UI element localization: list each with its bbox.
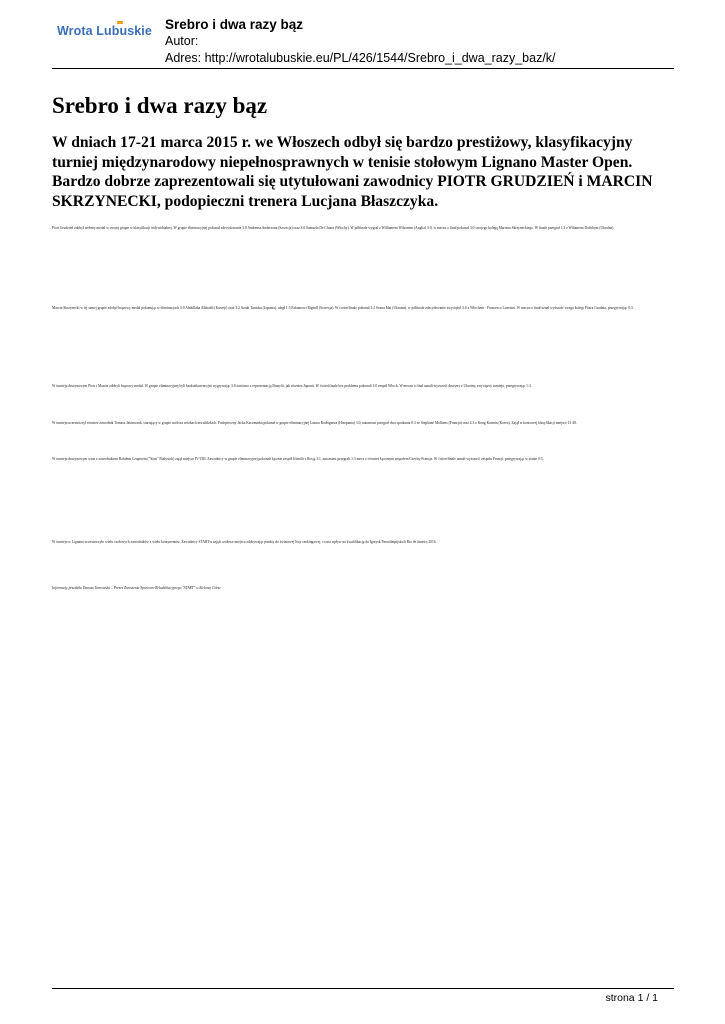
document-header <box>52 14 674 69</box>
document-footer <box>52 988 674 1004</box>
page-number: strona 1 / 1 <box>605 992 658 1004</box>
document-address[interactable]: Adres: http://wrotalubuskie.eu/PL/426/1544/Srebro_i_dwa_razy_baz/k/ <box>165 51 556 65</box>
logo-accent-icon <box>117 21 123 24</box>
document-title: Srebro i dwa razy bąz <box>165 17 304 32</box>
document-info <box>165 16 556 67</box>
article-paragraph: Piotr Grudzień zdobył srebrny medal w swojej grupie w klasyfikacji indywidualnej. W grupie eliminacyjnej pokonał zdecydowanie 3:0 Andreasa Andersona (Szwecja) oraz 3:0 Samuela De Chiara (Włochy). W półfinale wygrał z Williamem Wilsonem (Anglia) 3:0, w meczu o finał pokonał 3:0 swojego kolegę Marcina Skrzyneckiego. W finale przegrał 1:3 z Wiliamem Dobsbym (Ukraina). <box>52 226 615 230</box>
article-paragraph: W turnieju drużynowym wraz z zawodnikiem Rafałem Czuperem ("Start" Białystok) zajął miejsce IV-VIII. Zawodnicy w grupie eliminacyjnej pokonali łącznie zespół Irlandii z Rosją 3:1, natomiast przegrali 1:3 mecz z również łączonym zespołem Czechy-Francja. W ćwierćfinale uznali wyższość zespołu Francji, przegrywając w stanie 0:3. <box>52 457 544 461</box>
wrota-lubuskie-logo[interactable] <box>57 24 152 38</box>
article-paragraph: Marcin Skrzynecki w tej samej grupie zdobył brązowy medal pokonując w eliminacjach 3:0 Abdullaha Alkhaldi (Kuwejt) oraz 3:2 Azuki Tanioka (Japonia), uległ 1:3 Fabianowi Rignell (Szwecja). W ćwierćfinale pokonał 3:2 Svana Mai (Ukraina), w półfinale zdecydowanie zwyciężył 3:0 z Włochem - Francesco Lonesini. W meczu o finał uznał wyższość swego kolegi Piotra Grudnia, przegrywając 0:3. <box>52 306 634 310</box>
article-paragraph: W turnieju drużynowym Piotr i Marcin zdobyli brązowy medal. W grupie eliminacyjnej byli bezkonkurencyjni wygrywając 3:0 zarówno z reprezentacją Brazylii, jak równiez Japonii. W ćwierćfinale bez problemu pokonali 3:0 zespół Włoch. W meczu o finał uznali wyższość drużyny z Ukrainy, zwycięzcy turnieju, przegrywając 1:3. <box>52 384 532 388</box>
article-paragraph: W turnieju uczestniczył równiez zawodnik Tomasz Jakimczuk, startujący w grupie osób na wózkach inwalidzkich. Podopieczny Jacka Kaczmarka pokonał w grupie eliminacyjnej Lazara Rodrigueza (Hiszpania) 3:0, natomiast przegrał dwa spotkania 0:3 ze Stephanë Molliens (Francja) oraz 2:3 z Kong Kuimin (Korea). Zajął w końcowej klasyfikacji miejsce 13-28. <box>52 421 577 425</box>
article <box>52 92 674 211</box>
logo-text: Wrota Lubuskie <box>57 24 152 38</box>
article-lead: W dniach 17-21 marca 2015 r. we Włoszech odbył się bardzo prestiżowy, klasyfikacyjny turniej międzynarodowy niepełnosprawnych w tenisie stołowym Lignano Master Open. Bardzo dobrze zaprezentowali się utytułowani zawodnicy PIOTR GRUDZIEŃ i MARCIN SKRZYNECKI, podopieczni trenera Lucjana Błaszczyka. <box>52 134 653 210</box>
article-footnote: Informację przesłała Danuta Tarnowska – Prezes Zrzeszenia Sportowo-Rehabilitacyjnego "START" w Zielonej Górze <box>52 586 221 590</box>
document-author: Autor: <box>165 34 199 48</box>
article-paragraph: W turnieju w Lignano uczestniczyło wielu czołowych zawodników z wielu kontynentów. Zawodnicy START-u zajęli czołowe miejsca zdobywając punkty do światowej listy rankingowej, co ma wpływ na kwalifikację do Igrzysk Paraolimpijskich Rio de Janeiro 2016. <box>52 540 437 544</box>
article-heading: Srebro i dwa razy bąz <box>52 93 268 118</box>
